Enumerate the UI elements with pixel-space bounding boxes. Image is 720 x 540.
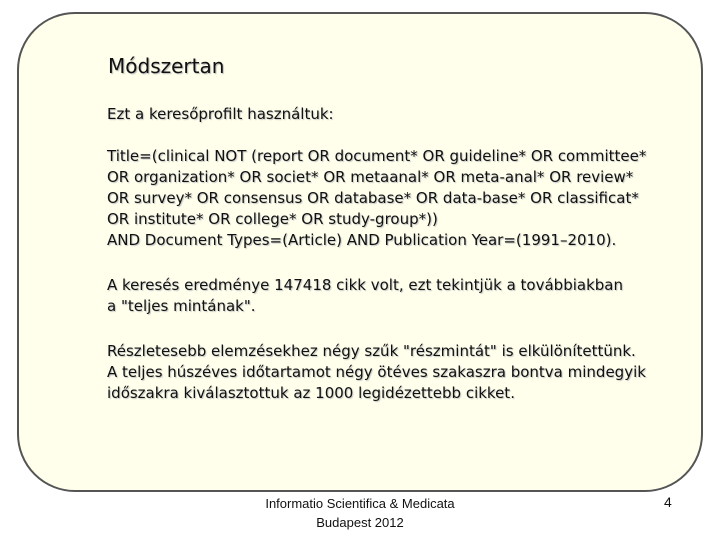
result-line: a "teljes mintának". bbox=[107, 297, 256, 315]
page-number: 4 bbox=[664, 494, 672, 510]
detail-line: Részletesebb elemzésekhez négy szűk "részmintát" is elkülönítettünk. bbox=[107, 342, 636, 360]
footer-line-1: Informatio Scientifica & Medicata bbox=[265, 496, 455, 511]
intro-text bbox=[107, 104, 334, 125]
result-line: A keresés eredménye 147418 cikk volt, ezt tekintjük a továbbiakban bbox=[107, 276, 623, 294]
detail-text bbox=[107, 341, 646, 404]
footer-caption bbox=[230, 494, 490, 532]
query-line: OR survey* OR consensus OR database* OR data-base* OR classificat* bbox=[107, 189, 639, 207]
slide-title: Módszertan bbox=[108, 54, 225, 78]
footer-line-2: Budapest 2012 bbox=[316, 515, 404, 530]
detail-line: időszakra kiválasztottuk az 1000 legidézettebb cikket. bbox=[107, 384, 515, 402]
query-line: OR organization* OR societ* OR metaanal* OR meta-anal* OR review* bbox=[107, 168, 634, 186]
query-line: Title=(clinical NOT (report OR document* OR guideline* OR committee* bbox=[107, 147, 647, 165]
result-text bbox=[107, 275, 623, 317]
detail-line: A teljes húszéves időtartamot négy ötéves szakaszra bontva mindegyik bbox=[107, 363, 646, 381]
slide-frame bbox=[17, 12, 703, 492]
search-query bbox=[107, 146, 646, 251]
query-line: OR institute* OR college* OR study-group*)) bbox=[107, 210, 438, 228]
query-line: AND Document Types=(Article) AND Publication Year=(1991–2010). bbox=[107, 231, 617, 249]
intro-line: Ezt a keresőprofilt használtuk: bbox=[107, 105, 334, 123]
